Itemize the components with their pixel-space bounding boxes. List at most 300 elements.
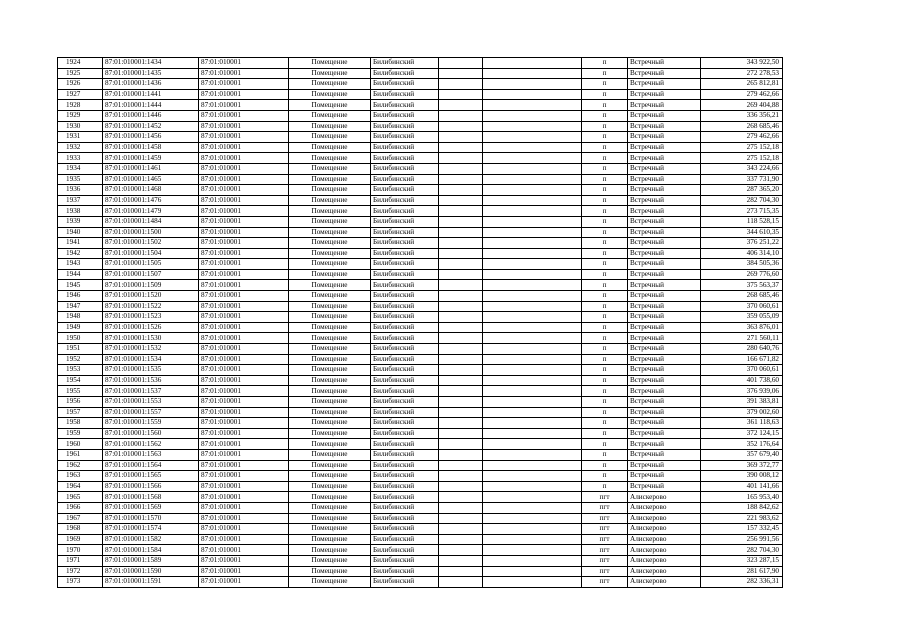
- empty-cell: [483, 439, 582, 450]
- cadastral-value-cell: 337 731,90: [701, 174, 783, 185]
- row-number-cell: 1968: [58, 524, 103, 535]
- settlement-kind-cell: п: [582, 227, 628, 238]
- empty-cell: [483, 407, 582, 418]
- settlement-name-cell: Встречный: [628, 312, 701, 323]
- settlement-name-cell: Встречный: [628, 449, 701, 460]
- cadastral-number-cell: 87:01:010001:1574: [103, 524, 199, 535]
- settlement-name-cell: Встречный: [628, 89, 701, 100]
- settlement-kind-cell: п: [582, 418, 628, 429]
- district-cell: Билибинский: [371, 291, 439, 302]
- empty-cell: [483, 121, 582, 132]
- object-type-cell: Помещение: [289, 206, 371, 217]
- row-number-cell: 1949: [58, 322, 103, 333]
- settlement-kind-cell: п: [582, 386, 628, 397]
- settlement-kind-cell: п: [582, 142, 628, 153]
- cadastral-number-cell: 87:01:010001:1582: [103, 534, 199, 545]
- district-cell: Билибинский: [371, 449, 439, 460]
- settlement-name-cell: Встречный: [628, 100, 701, 111]
- cadastral-value-cell: 279 462,66: [701, 132, 783, 143]
- empty-cell: [439, 216, 483, 227]
- district-cell: Билибинский: [371, 89, 439, 100]
- row-number-cell: 1965: [58, 492, 103, 503]
- cadastral-number-cell: 87:01:010001:1476: [103, 195, 199, 206]
- empty-cell: [439, 344, 483, 355]
- object-type-cell: Помещение: [289, 555, 371, 566]
- cadastral-number-cell: 87:01:010001:1436: [103, 79, 199, 90]
- cadastral-block-cell: 87:01:010001: [199, 492, 289, 503]
- cadastral-block-cell: 87:01:010001: [199, 555, 289, 566]
- settlement-kind-cell: п: [582, 195, 628, 206]
- cadastral-block-cell: 87:01:010001: [199, 291, 289, 302]
- settlement-name-cell: Встречный: [628, 153, 701, 164]
- settlement-name-cell: Встречный: [628, 428, 701, 439]
- settlement-kind-cell: п: [582, 471, 628, 482]
- district-cell: Билибинский: [371, 471, 439, 482]
- empty-cell: [483, 545, 582, 556]
- cadastral-number-cell: 87:01:010001:1564: [103, 460, 199, 471]
- table-row: [58, 163, 783, 174]
- object-type-cell: Помещение: [289, 566, 371, 577]
- empty-cell: [483, 322, 582, 333]
- district-cell: Билибинский: [371, 163, 439, 174]
- district-cell: Билибинский: [371, 577, 439, 588]
- table-row: [58, 407, 783, 418]
- object-type-cell: Помещение: [289, 428, 371, 439]
- object-type-cell: Помещение: [289, 524, 371, 535]
- registry-table: [57, 57, 783, 588]
- table-row: [58, 344, 783, 355]
- empty-cell: [483, 100, 582, 111]
- district-cell: Билибинский: [371, 354, 439, 365]
- row-number-cell: 1943: [58, 259, 103, 270]
- object-type-cell: Помещение: [289, 333, 371, 344]
- empty-cell: [439, 333, 483, 344]
- table-row: [58, 216, 783, 227]
- cadastral-value-cell: 269 404,88: [701, 100, 783, 111]
- table-row: [58, 375, 783, 386]
- empty-cell: [483, 492, 582, 503]
- settlement-kind-cell: п: [582, 344, 628, 355]
- settlement-name-cell: Встречный: [628, 216, 701, 227]
- district-cell: Билибинский: [371, 280, 439, 291]
- object-type-cell: Помещение: [289, 365, 371, 376]
- settlement-kind-cell: п: [582, 291, 628, 302]
- settlement-kind-cell: п: [582, 89, 628, 100]
- cadastral-block-cell: 87:01:010001: [199, 248, 289, 259]
- settlement-name-cell: Алискерово: [628, 513, 701, 524]
- settlement-name-cell: Встречный: [628, 280, 701, 291]
- cadastral-block-cell: 87:01:010001: [199, 502, 289, 513]
- object-type-cell: Помещение: [289, 397, 371, 408]
- empty-cell: [483, 524, 582, 535]
- settlement-name-cell: Встречный: [628, 471, 701, 482]
- cadastral-value-cell: 272 278,53: [701, 68, 783, 79]
- row-number-cell: 1947: [58, 301, 103, 312]
- settlement-kind-cell: п: [582, 481, 628, 492]
- cadastral-number-cell: 87:01:010001:1530: [103, 333, 199, 344]
- empty-cell: [483, 513, 582, 524]
- settlement-kind-cell: п: [582, 365, 628, 376]
- cadastral-block-cell: 87:01:010001: [199, 163, 289, 174]
- empty-cell: [439, 153, 483, 164]
- district-cell: Билибинский: [371, 365, 439, 376]
- empty-cell: [483, 79, 582, 90]
- cadastral-block-cell: 87:01:010001: [199, 365, 289, 376]
- empty-cell: [439, 555, 483, 566]
- object-type-cell: Помещение: [289, 174, 371, 185]
- cadastral-number-cell: 87:01:010001:1584: [103, 545, 199, 556]
- empty-cell: [439, 312, 483, 323]
- cadastral-block-cell: 87:01:010001: [199, 354, 289, 365]
- empty-cell: [483, 227, 582, 238]
- cadastral-value-cell: 363 876,01: [701, 322, 783, 333]
- settlement-name-cell: Встречный: [628, 418, 701, 429]
- empty-cell: [439, 481, 483, 492]
- cadastral-value-cell: 375 563,37: [701, 280, 783, 291]
- object-type-cell: Помещение: [289, 216, 371, 227]
- cadastral-number-cell: 87:01:010001:1461: [103, 163, 199, 174]
- cadastral-value-cell: 165 953,40: [701, 492, 783, 503]
- table-row: [58, 301, 783, 312]
- table-row: [58, 481, 783, 492]
- table-row: [58, 449, 783, 460]
- object-type-cell: Помещение: [289, 418, 371, 429]
- settlement-name-cell: Алискерово: [628, 502, 701, 513]
- settlement-kind-cell: п: [582, 79, 628, 90]
- district-cell: Билибинский: [371, 375, 439, 386]
- cadastral-value-cell: 287 365,20: [701, 185, 783, 196]
- object-type-cell: Помещение: [289, 227, 371, 238]
- object-type-cell: Помещение: [289, 344, 371, 355]
- cadastral-number-cell: 87:01:010001:1504: [103, 248, 199, 259]
- settlement-kind-cell: п: [582, 449, 628, 460]
- empty-cell: [483, 375, 582, 386]
- empty-cell: [439, 185, 483, 196]
- row-number-cell: 1959: [58, 428, 103, 439]
- cadastral-value-cell: 268 685,46: [701, 291, 783, 302]
- cadastral-number-cell: 87:01:010001:1465: [103, 174, 199, 185]
- cadastral-block-cell: 87:01:010001: [199, 269, 289, 280]
- empty-cell: [439, 524, 483, 535]
- settlement-name-cell: Встречный: [628, 344, 701, 355]
- empty-cell: [439, 449, 483, 460]
- district-cell: Билибинский: [371, 110, 439, 121]
- cadastral-value-cell: 188 842,62: [701, 502, 783, 513]
- object-type-cell: Помещение: [289, 185, 371, 196]
- table-row: [58, 280, 783, 291]
- empty-cell: [439, 386, 483, 397]
- cadastral-number-cell: 87:01:010001:1590: [103, 566, 199, 577]
- cadastral-value-cell: 359 055,09: [701, 312, 783, 323]
- cadastral-block-cell: 87:01:010001: [199, 280, 289, 291]
- row-number-cell: 1934: [58, 163, 103, 174]
- empty-cell: [483, 312, 582, 323]
- settlement-kind-cell: пгт: [582, 545, 628, 556]
- cadastral-value-cell: 275 152,18: [701, 153, 783, 164]
- cadastral-value-cell: 157 332,45: [701, 524, 783, 535]
- district-cell: Билибинский: [371, 100, 439, 111]
- empty-cell: [439, 259, 483, 270]
- row-number-cell: 1933: [58, 153, 103, 164]
- table-row: [58, 418, 783, 429]
- settlement-kind-cell: п: [582, 333, 628, 344]
- row-number-cell: 1945: [58, 280, 103, 291]
- settlement-name-cell: Встречный: [628, 407, 701, 418]
- cadastral-block-cell: 87:01:010001: [199, 545, 289, 556]
- settlement-name-cell: Встречный: [628, 269, 701, 280]
- row-number-cell: 1938: [58, 206, 103, 217]
- settlement-name-cell: Встречный: [628, 460, 701, 471]
- object-type-cell: Помещение: [289, 375, 371, 386]
- district-cell: Билибинский: [371, 513, 439, 524]
- cadastral-value-cell: 221 983,62: [701, 513, 783, 524]
- empty-cell: [439, 206, 483, 217]
- row-number-cell: 1961: [58, 449, 103, 460]
- settlement-kind-cell: п: [582, 185, 628, 196]
- table-row: [58, 68, 783, 79]
- table-row: [58, 545, 783, 556]
- empty-cell: [439, 577, 483, 588]
- row-number-cell: 1960: [58, 439, 103, 450]
- row-number-cell: 1969: [58, 534, 103, 545]
- table-row: [58, 524, 783, 535]
- cadastral-block-cell: 87:01:010001: [199, 407, 289, 418]
- settlement-name-cell: Встречный: [628, 259, 701, 270]
- row-number-cell: 1925: [58, 68, 103, 79]
- district-cell: Билибинский: [371, 142, 439, 153]
- cadastral-value-cell: 282 704,30: [701, 195, 783, 206]
- settlement-kind-cell: п: [582, 259, 628, 270]
- cadastral-block-cell: 87:01:010001: [199, 566, 289, 577]
- empty-cell: [483, 460, 582, 471]
- empty-cell: [439, 68, 483, 79]
- cadastral-number-cell: 87:01:010001:1484: [103, 216, 199, 227]
- row-number-cell: 1944: [58, 269, 103, 280]
- empty-cell: [439, 375, 483, 386]
- cadastral-value-cell: 384 505,36: [701, 259, 783, 270]
- empty-cell: [439, 322, 483, 333]
- cadastral-block-cell: 87:01:010001: [199, 58, 289, 69]
- object-type-cell: Помещение: [289, 301, 371, 312]
- row-number-cell: 1929: [58, 110, 103, 121]
- table-row: [58, 291, 783, 302]
- settlement-name-cell: Встречный: [628, 68, 701, 79]
- table-row: [58, 492, 783, 503]
- district-cell: Билибинский: [371, 428, 439, 439]
- settlement-kind-cell: п: [582, 248, 628, 259]
- empty-cell: [483, 291, 582, 302]
- empty-cell: [483, 365, 582, 376]
- row-number-cell: 1940: [58, 227, 103, 238]
- empty-cell: [483, 333, 582, 344]
- cadastral-number-cell: 87:01:010001:1526: [103, 322, 199, 333]
- table-row: [58, 534, 783, 545]
- cadastral-number-cell: 87:01:010001:1459: [103, 153, 199, 164]
- empty-cell: [439, 269, 483, 280]
- cadastral-value-cell: 279 462,66: [701, 89, 783, 100]
- empty-cell: [483, 418, 582, 429]
- cadastral-number-cell: 87:01:010001:1535: [103, 365, 199, 376]
- table-row: [58, 312, 783, 323]
- cadastral-block-cell: 87:01:010001: [199, 89, 289, 100]
- empty-cell: [439, 121, 483, 132]
- cadastral-block-cell: 87:01:010001: [199, 185, 289, 196]
- settlement-kind-cell: п: [582, 280, 628, 291]
- empty-cell: [483, 269, 582, 280]
- cadastral-block-cell: 87:01:010001: [199, 333, 289, 344]
- table-row: [58, 79, 783, 90]
- settlement-kind-cell: п: [582, 354, 628, 365]
- cadastral-number-cell: 87:01:010001:1479: [103, 206, 199, 217]
- cadastral-number-cell: 87:01:010001:1570: [103, 513, 199, 524]
- empty-cell: [483, 238, 582, 249]
- district-cell: Билибинский: [371, 418, 439, 429]
- cadastral-block-cell: 87:01:010001: [199, 227, 289, 238]
- empty-cell: [439, 301, 483, 312]
- empty-cell: [439, 238, 483, 249]
- cadastral-block-cell: 87:01:010001: [199, 312, 289, 323]
- cadastral-value-cell: 282 336,31: [701, 577, 783, 588]
- settlement-kind-cell: п: [582, 68, 628, 79]
- cadastral-number-cell: 87:01:010001:1565: [103, 471, 199, 482]
- object-type-cell: Помещение: [289, 322, 371, 333]
- cadastral-number-cell: 87:01:010001:1507: [103, 269, 199, 280]
- district-cell: Билибинский: [371, 502, 439, 513]
- cadastral-number-cell: 87:01:010001:1534: [103, 354, 199, 365]
- row-number-cell: 1970: [58, 545, 103, 556]
- cadastral-block-cell: 87:01:010001: [199, 110, 289, 121]
- district-cell: Билибинский: [371, 344, 439, 355]
- empty-cell: [483, 344, 582, 355]
- empty-cell: [483, 163, 582, 174]
- cadastral-block-cell: 87:01:010001: [199, 513, 289, 524]
- settlement-kind-cell: пгт: [582, 577, 628, 588]
- table-body: [58, 58, 783, 588]
- object-type-cell: Помещение: [289, 534, 371, 545]
- row-number-cell: 1924: [58, 58, 103, 69]
- empty-cell: [483, 577, 582, 588]
- table-row: [58, 471, 783, 482]
- table-row: [58, 153, 783, 164]
- district-cell: Билибинский: [371, 407, 439, 418]
- empty-cell: [439, 545, 483, 556]
- cadastral-block-cell: 87:01:010001: [199, 375, 289, 386]
- cadastral-value-cell: 271 560,11: [701, 333, 783, 344]
- settlement-kind-cell: пгт: [582, 502, 628, 513]
- district-cell: Билибинский: [371, 524, 439, 535]
- settlement-name-cell: Встречный: [628, 397, 701, 408]
- district-cell: Билибинский: [371, 269, 439, 280]
- cadastral-number-cell: 87:01:010001:1537: [103, 386, 199, 397]
- settlement-name-cell: Встречный: [628, 481, 701, 492]
- cadastral-value-cell: 357 679,40: [701, 449, 783, 460]
- empty-cell: [483, 566, 582, 577]
- settlement-name-cell: Встречный: [628, 163, 701, 174]
- row-number-cell: 1936: [58, 185, 103, 196]
- table-row: [58, 227, 783, 238]
- district-cell: Билибинский: [371, 227, 439, 238]
- settlement-kind-cell: п: [582, 301, 628, 312]
- table-row: [58, 132, 783, 143]
- settlement-kind-cell: п: [582, 174, 628, 185]
- settlement-name-cell: Алискерово: [628, 577, 701, 588]
- settlement-name-cell: Встречный: [628, 301, 701, 312]
- empty-cell: [483, 555, 582, 566]
- cadastral-block-cell: 87:01:010001: [199, 439, 289, 450]
- row-number-cell: 1939: [58, 216, 103, 227]
- district-cell: Билибинский: [371, 301, 439, 312]
- district-cell: Билибинский: [371, 312, 439, 323]
- settlement-name-cell: Встречный: [628, 439, 701, 450]
- cadastral-number-cell: 87:01:010001:1557: [103, 407, 199, 418]
- district-cell: Билибинский: [371, 132, 439, 143]
- object-type-cell: Помещение: [289, 79, 371, 90]
- row-number-cell: 1972: [58, 566, 103, 577]
- district-cell: Билибинский: [371, 386, 439, 397]
- empty-cell: [439, 354, 483, 365]
- cadastral-value-cell: 406 314,10: [701, 248, 783, 259]
- table-row: [58, 365, 783, 376]
- table-row: [58, 206, 783, 217]
- empty-cell: [439, 174, 483, 185]
- settlement-name-cell: Встречный: [628, 110, 701, 121]
- empty-cell: [439, 407, 483, 418]
- cadastral-block-cell: 87:01:010001: [199, 68, 289, 79]
- table-row: [58, 195, 783, 206]
- cadastral-number-cell: 87:01:010001:1456: [103, 132, 199, 143]
- object-type-cell: Помещение: [289, 291, 371, 302]
- object-type-cell: Помещение: [289, 58, 371, 69]
- settlement-kind-cell: п: [582, 397, 628, 408]
- cadastral-number-cell: 87:01:010001:1563: [103, 449, 199, 460]
- district-cell: Билибинский: [371, 566, 439, 577]
- row-number-cell: 1948: [58, 312, 103, 323]
- cadastral-number-cell: 87:01:010001:1520: [103, 291, 199, 302]
- empty-cell: [483, 301, 582, 312]
- object-type-cell: Помещение: [289, 280, 371, 291]
- table-row: [58, 439, 783, 450]
- empty-cell: [483, 216, 582, 227]
- empty-cell: [483, 89, 582, 100]
- cadastral-value-cell: 118 528,15: [701, 216, 783, 227]
- cadastral-number-cell: 87:01:010001:1562: [103, 439, 199, 450]
- empty-cell: [483, 386, 582, 397]
- row-number-cell: 1963: [58, 471, 103, 482]
- row-number-cell: 1950: [58, 333, 103, 344]
- district-cell: Билибинский: [371, 322, 439, 333]
- object-type-cell: Помещение: [289, 100, 371, 111]
- table-row: [58, 259, 783, 270]
- row-number-cell: 1935: [58, 174, 103, 185]
- settlement-name-cell: Алискерово: [628, 492, 701, 503]
- cadastral-block-cell: 87:01:010001: [199, 460, 289, 471]
- table-row: [58, 185, 783, 196]
- empty-cell: [439, 58, 483, 69]
- settlement-kind-cell: п: [582, 132, 628, 143]
- object-type-cell: Помещение: [289, 121, 371, 132]
- empty-cell: [483, 502, 582, 513]
- cadastral-number-cell: 87:01:010001:1536: [103, 375, 199, 386]
- object-type-cell: Помещение: [289, 248, 371, 259]
- settlement-kind-cell: пгт: [582, 492, 628, 503]
- cadastral-value-cell: 401 141,66: [701, 481, 783, 492]
- cadastral-number-cell: 87:01:010001:1444: [103, 100, 199, 111]
- cadastral-block-cell: 87:01:010001: [199, 301, 289, 312]
- cadastral-number-cell: 87:01:010001:1559: [103, 418, 199, 429]
- settlement-name-cell: Встречный: [628, 365, 701, 376]
- settlement-kind-cell: п: [582, 163, 628, 174]
- row-number-cell: 1964: [58, 481, 103, 492]
